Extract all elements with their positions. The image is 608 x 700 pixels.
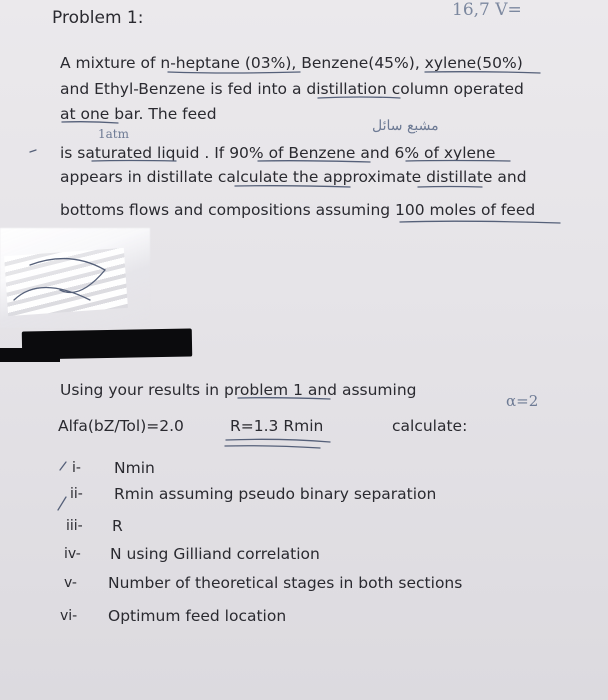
handwritten-alpha: α=2: [506, 392, 539, 410]
problem-line-2: and Ethyl-Benzene is fed into a distillation column operated: [60, 80, 524, 98]
problem-line-4: is saturated liquid . If 90% of Benzene and 6% of xylene: [60, 144, 496, 162]
torn-paper-strands: [4, 248, 128, 316]
item-text: Rmin assuming pseudo binary separation: [114, 485, 437, 503]
r-ratio: R=1.3 Rmin: [230, 417, 324, 435]
item-text: N using Gilliand correlation: [110, 545, 320, 563]
item-text: Number of theoretical stages in both sections: [108, 574, 463, 592]
item-number: vi-: [60, 608, 78, 624]
problem-line-3: at one bar. The feed: [60, 105, 217, 123]
problem-line-6: bottoms flows and compositions assuming 100 moles of feed: [60, 201, 536, 219]
calculate-label: calculate:: [392, 417, 468, 435]
item-number: v-: [64, 575, 77, 591]
part2-intro: Using your results in problem 1 and assuming: [60, 381, 417, 399]
item-text: R: [112, 517, 123, 535]
handwritten-corner-note: 16,7 V=: [452, 0, 522, 20]
alfa-value: Alfa(bZ/Tol)=2.0: [58, 417, 184, 435]
problem-title: Problem 1:: [52, 8, 144, 28]
item-text: Optimum feed location: [108, 607, 287, 625]
problem-line-5: appears in distillate calculate the approximate distillate and: [60, 168, 527, 186]
item-number: iii-: [66, 518, 83, 534]
item-text: Nmin: [114, 459, 155, 477]
item-number: i-: [72, 460, 81, 476]
redaction-bar-left: [0, 348, 60, 362]
handwritten-1atm: 1atm: [98, 127, 129, 141]
handwritten-arabic-note: مشبع سائل: [372, 118, 439, 134]
problem-line-1: A mixture of n-heptane (03%), Benzene(45%), xylene(50%): [60, 54, 523, 72]
item-number: ii-: [70, 486, 83, 502]
item-number: iv-: [64, 546, 81, 562]
